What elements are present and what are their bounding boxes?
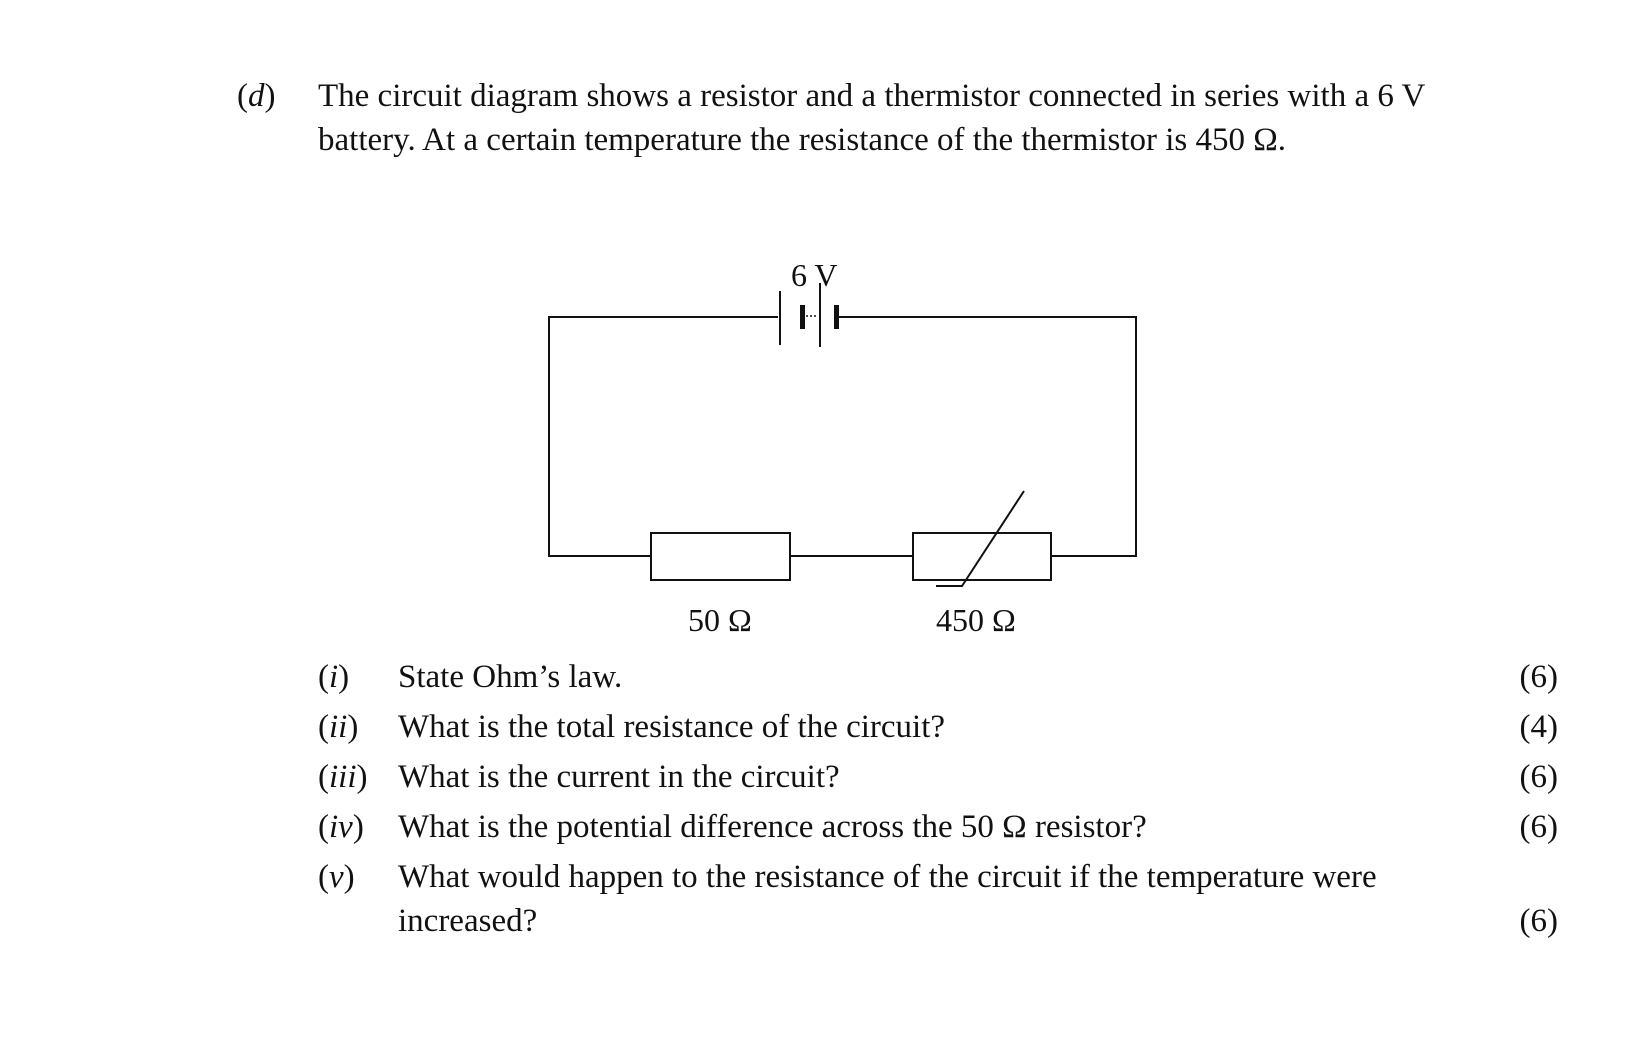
subquestion-number: (i) <box>318 659 350 695</box>
subquestion-marks: (6) <box>1519 809 1558 845</box>
subquestion-number: (v) <box>318 859 355 895</box>
thermistor-diagonal <box>936 491 1024 586</box>
subquestion-marks: (6) <box>1519 759 1558 795</box>
battery-cell-1-short-plate <box>800 305 805 329</box>
wire-top-left <box>549 317 778 556</box>
subquestion-text: State Ohm’s law. <box>398 659 623 695</box>
battery-label: 6 V <box>791 257 838 293</box>
intro-line-2: battery. At a certain temperature the resistance of the thermistor is 450 Ω. <box>318 122 1287 158</box>
subquestion-text: What would happen to the resistance of the circuit if the temperature were increased? <box>398 859 1377 939</box>
subquestion-marks: (6) <box>1519 903 1558 939</box>
resistor-symbol <box>651 533 790 580</box>
resistor-label: 50 Ω <box>688 602 752 638</box>
subquestion-text: What is the current in the circuit? <box>398 759 840 795</box>
thermistor-label: 450 Ω <box>936 602 1016 638</box>
subquestion-number: (ii) <box>318 709 359 745</box>
wire-top-right <box>846 317 1136 556</box>
intro-line-1: The circuit diagram shows a resistor and a thermistor connected in series with a 6 V <box>318 78 1426 114</box>
subquestion-text: What is the potential difference across the 50 Ω resistor? <box>398 809 1147 845</box>
subquestion-text: What is the total resistance of the circuit? <box>398 709 946 745</box>
battery-cell-2-short-plate <box>834 305 839 329</box>
subquestion-marks: (4) <box>1519 709 1558 745</box>
subquestion-number: (iv) <box>318 809 364 845</box>
subquestion-number: (iii) <box>318 759 368 795</box>
question-label: (d) <box>237 78 276 114</box>
subquestion-marks: (6) <box>1519 659 1558 695</box>
